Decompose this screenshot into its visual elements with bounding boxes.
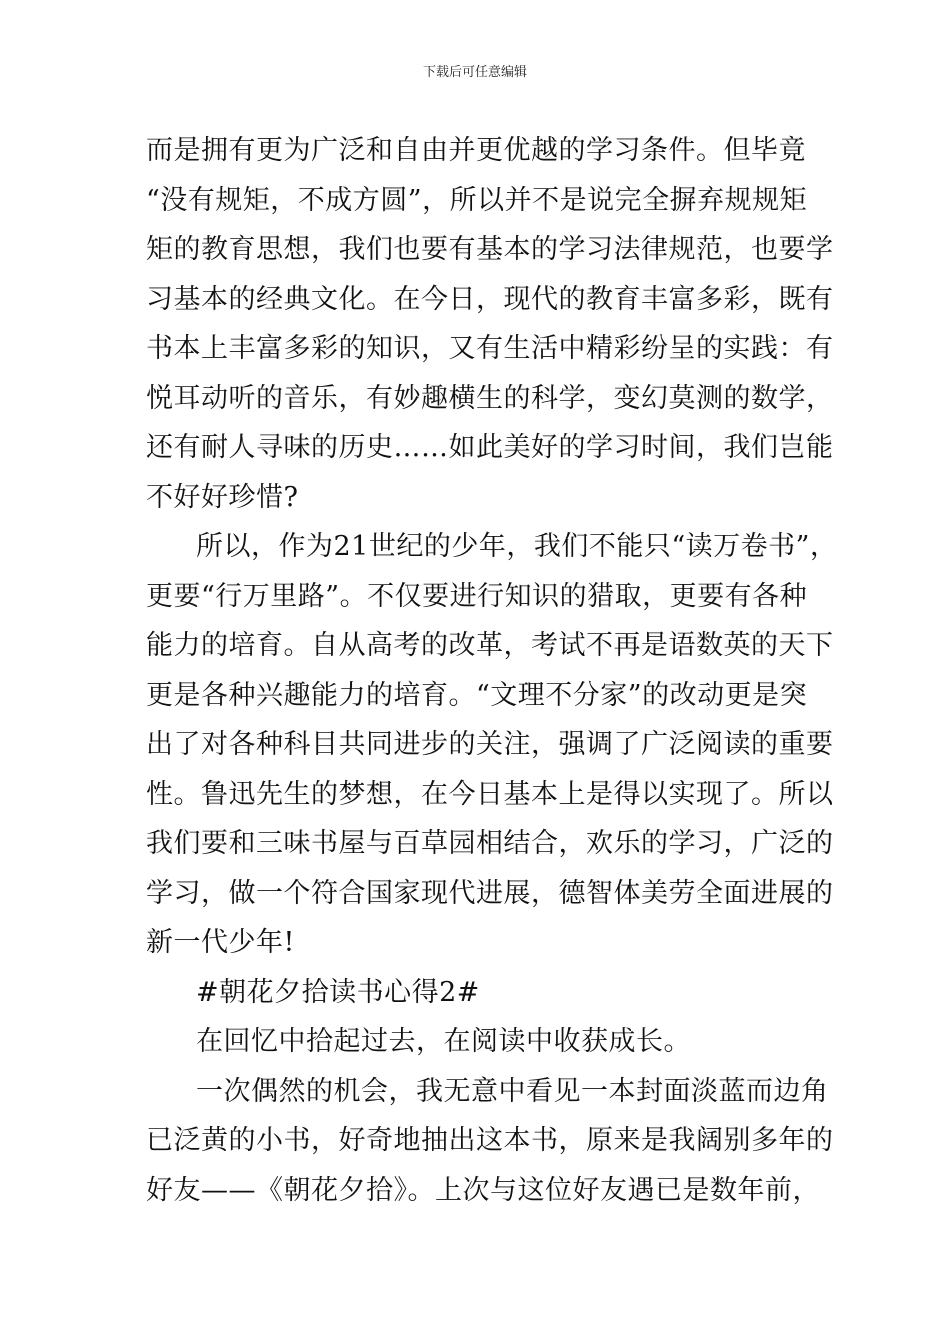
text-line: 能力的培育。自从高考的改革，考试不再是语数英的天下 — [146, 630, 834, 661]
text-line: 更要“行万里路”。不仅要进行知识的猎取，更要有各种 — [146, 580, 808, 612]
text-line: 还有耐人寻味的历史……如此美好的学习时间，我们岂能 — [146, 432, 834, 463]
text-line: 更是各种兴趣能力的培育。“文理不分家”的改动更是突 — [146, 679, 808, 711]
text-line: 性。鲁迅先生的梦想，在今日基本上是得以实现了。所以 — [146, 778, 834, 810]
text-line: 学习，做一个符合国家现代进展，德智体美劳全面进展的 — [146, 877, 834, 909]
text-line: 已泛黄的小书，好奇地抽出这本书，原来是我阔别多年的 — [146, 1125, 834, 1156]
text-line: 新一代少年! — [146, 927, 295, 958]
text-line: 我们要和三味书屋与百草园相结合，欢乐的学习，广泛的 — [146, 828, 834, 859]
text-line: “没有规矩，不成方圆”，所以并不是说完全摒弃规规矩 — [146, 184, 808, 216]
text-line: 习基本的经典文化。在今日，现代的教育丰富多彩，既有 — [146, 283, 834, 315]
text-line: 不好好珍惜? — [146, 481, 299, 513]
section-heading: #朝花夕拾读书心得2# — [196, 976, 480, 1008]
text-line: 书本上丰富多彩的知识，又有生活中精彩纷呈的实践：有 — [146, 333, 834, 364]
text-line: 矩的教育思想，我们也要有基本的学习法律规范，也要学 — [146, 234, 834, 265]
paragraph-start-line: 所以，作为21世纪的少年，我们不能只“读万卷书”， — [196, 531, 838, 562]
paragraph-start-line: 一次偶然的机会，我无意中看见一本封面淡蓝而边角 — [196, 1075, 829, 1107]
text-line: 好友——《朝花夕拾》。上次与这位好友遇已是数年前， — [146, 1174, 820, 1206]
page-header: 下载后可任意编辑 — [422, 65, 527, 80]
document-body — [146, 126, 838, 1215]
paragraph-start-line: 在回忆中拾起过去，在阅读中收获成长。 — [196, 1026, 691, 1057]
text-line: 出了对各种科目共同进步的关注，强调了广泛阅读的重要 — [146, 729, 834, 760]
text-line: 而是拥有更为广泛和自由并更优越的学习条件。但毕竟 — [146, 135, 806, 166]
text-line: 悦耳动听的音乐，有妙趣横生的科学，变幻莫测的数学， — [146, 382, 834, 414]
